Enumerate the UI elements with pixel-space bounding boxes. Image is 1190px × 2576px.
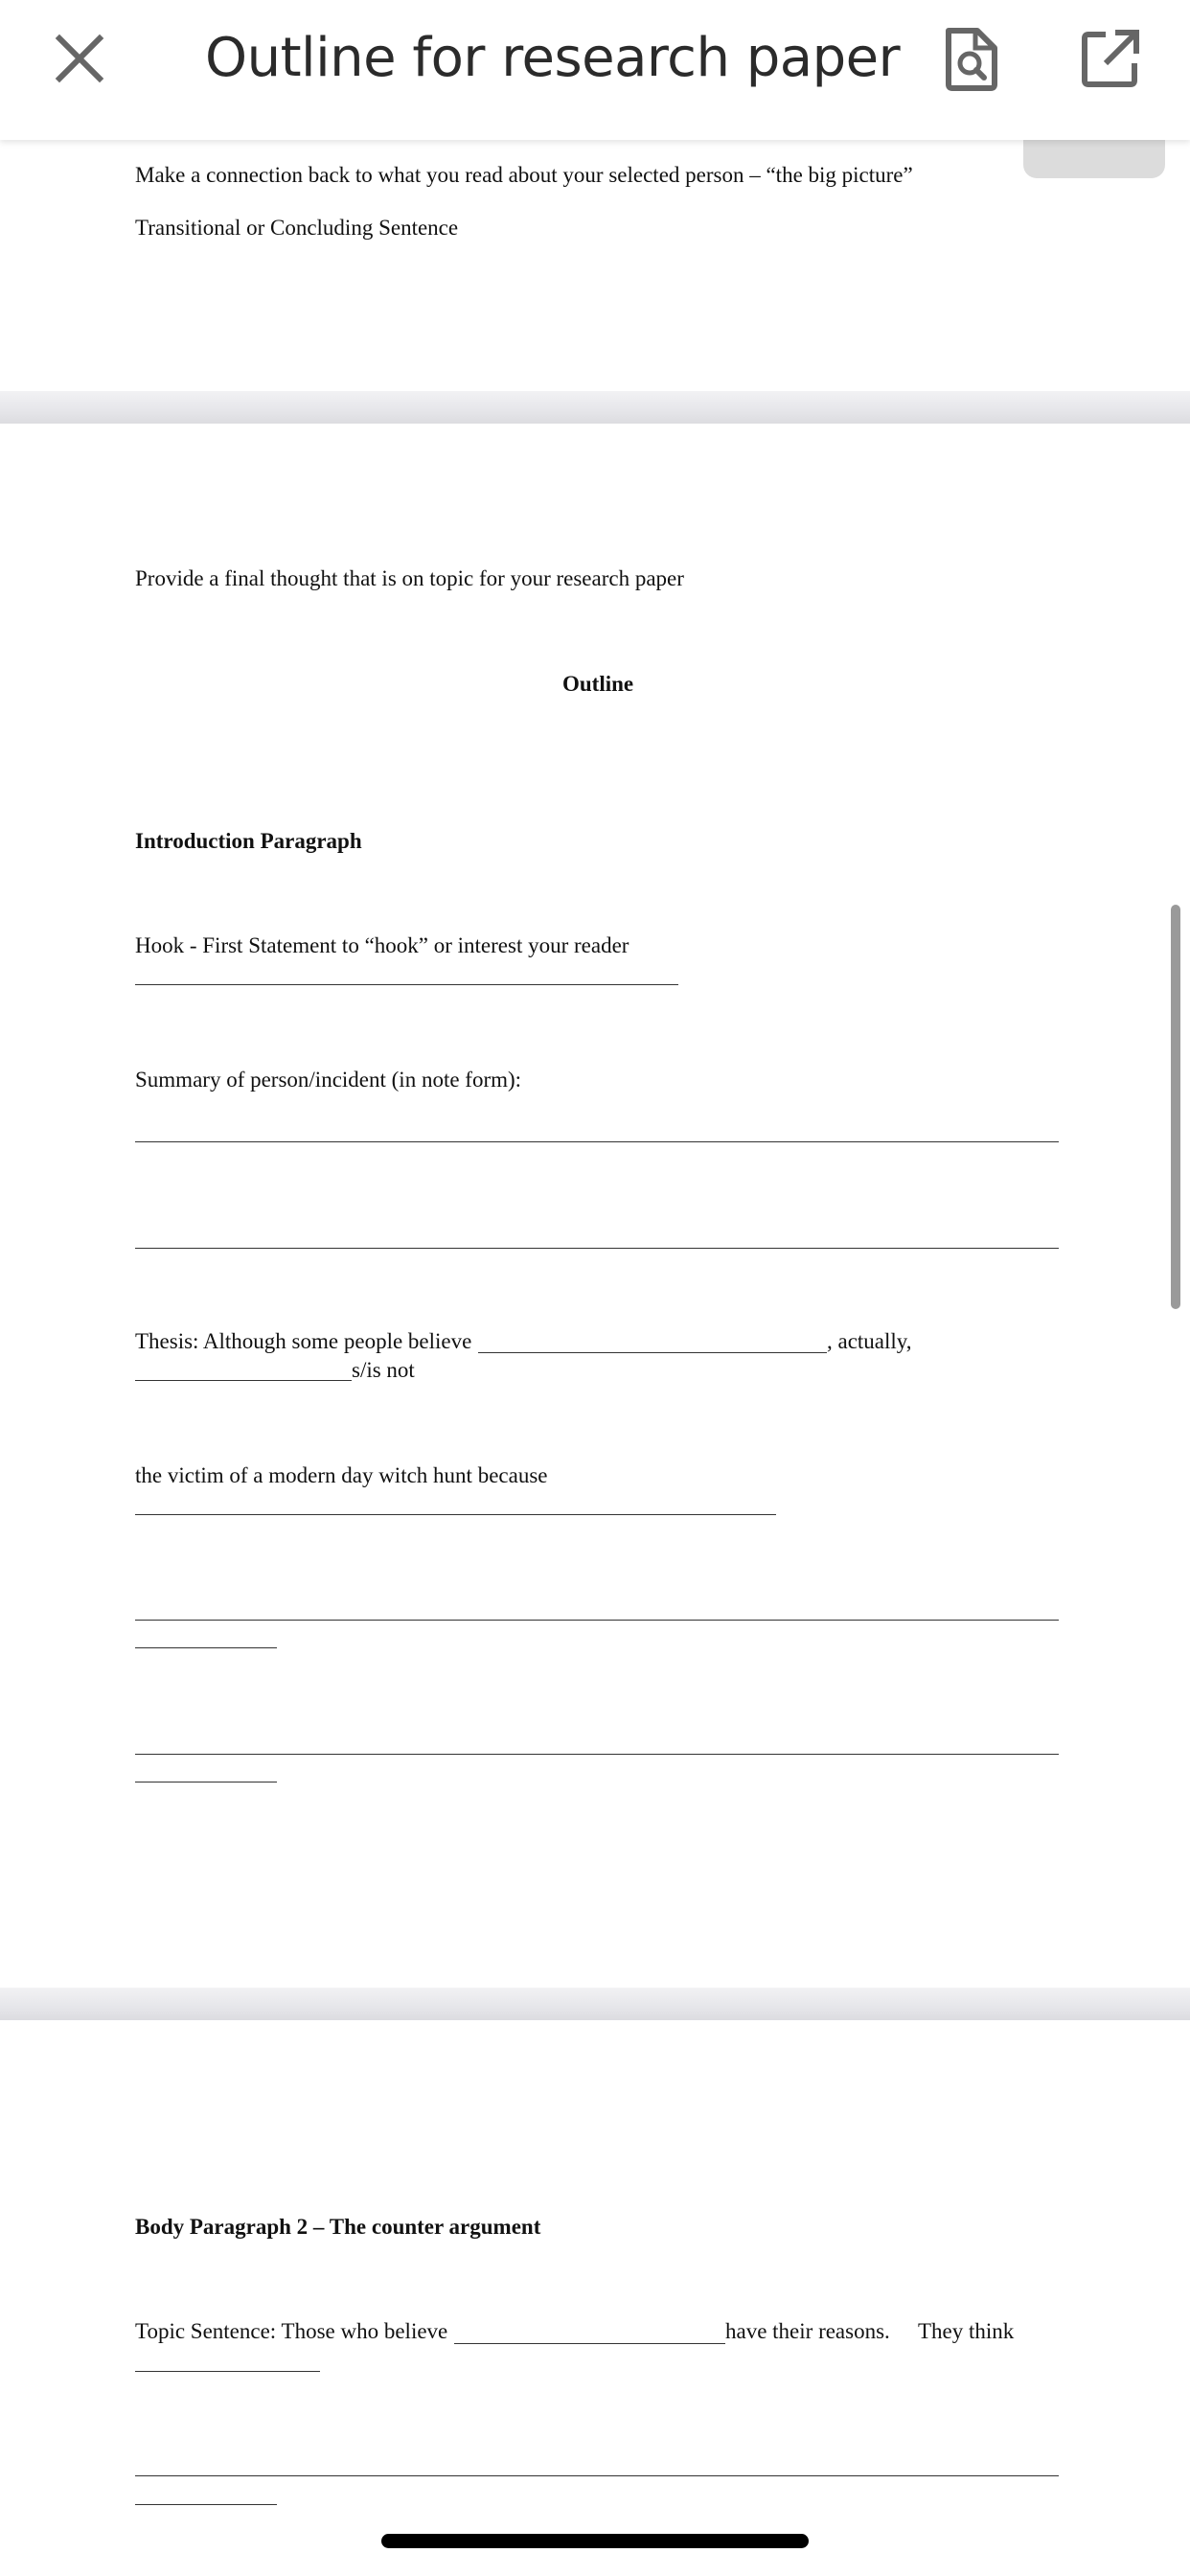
preview-search-icon [941,25,1002,92]
final-thought-text: Provide a final thought that is on topic for your research paper [135,566,684,590]
hook-text: Hook - First Statement to “hook” or interest your reader [135,933,629,957]
close-button[interactable] [48,27,111,90]
thesis-sis-not-text: s/is not [352,1358,415,1382]
reason-blank-line-1 [135,1620,1059,1621]
thesis-blank-line-1 [478,1352,827,1353]
hook-blank-line [135,984,678,985]
open-external-icon [1079,27,1142,90]
thesis-actually-text: , actually, [827,1329,912,1353]
page-separator [0,1988,1190,2020]
reason-blank-line-1-short [135,1647,277,1648]
app-bar [0,0,1190,140]
topic-blank-line-3 [135,2475,1059,2476]
preview-search-button[interactable] [941,25,1002,92]
page1-line-transitional: Transitional or Concluding Sentence [135,216,459,240]
document-title: Outline for research paper [205,27,901,89]
reason-blank-line-2 [135,1754,1059,1755]
thesis-blank-line-2 [135,1380,352,1381]
open-external-button[interactable] [1079,27,1142,90]
page-separator [0,391,1190,424]
summary-blank-line-2 [135,1248,1059,1249]
document-scrollbar[interactable] [1171,905,1180,1309]
introduction-heading: Introduction Paragraph [135,829,362,853]
summary-blank-line-1 [135,1141,1059,1142]
outline-heading: Outline [562,672,634,696]
topic-sentence-text: Topic Sentence: Those who believe [135,2319,448,2343]
victim-blank-line [135,1514,776,1515]
page1-line-connection: Make a connection back to what you read about your selected person – “the big picture” [135,163,913,187]
home-indicator[interactable] [381,2534,809,2548]
summary-text: Summary of person/incident (in note form): [135,1068,522,1092]
topic-blank-line [454,2343,725,2344]
close-icon [48,27,111,90]
thesis-text: Thesis: Although some people believe [135,1329,472,1353]
topic-blank-line-2 [135,2371,320,2372]
topic-blank-line-3-short [135,2504,277,2505]
body-paragraph-2-heading: Body Paragraph 2 – The counter argument [135,2215,541,2239]
topic-reasons-text: have their reasons. [725,2319,890,2343]
victim-text: the victim of a modern day witch hunt because [135,1463,548,1487]
topic-they-think-text: They think [918,2319,1015,2343]
